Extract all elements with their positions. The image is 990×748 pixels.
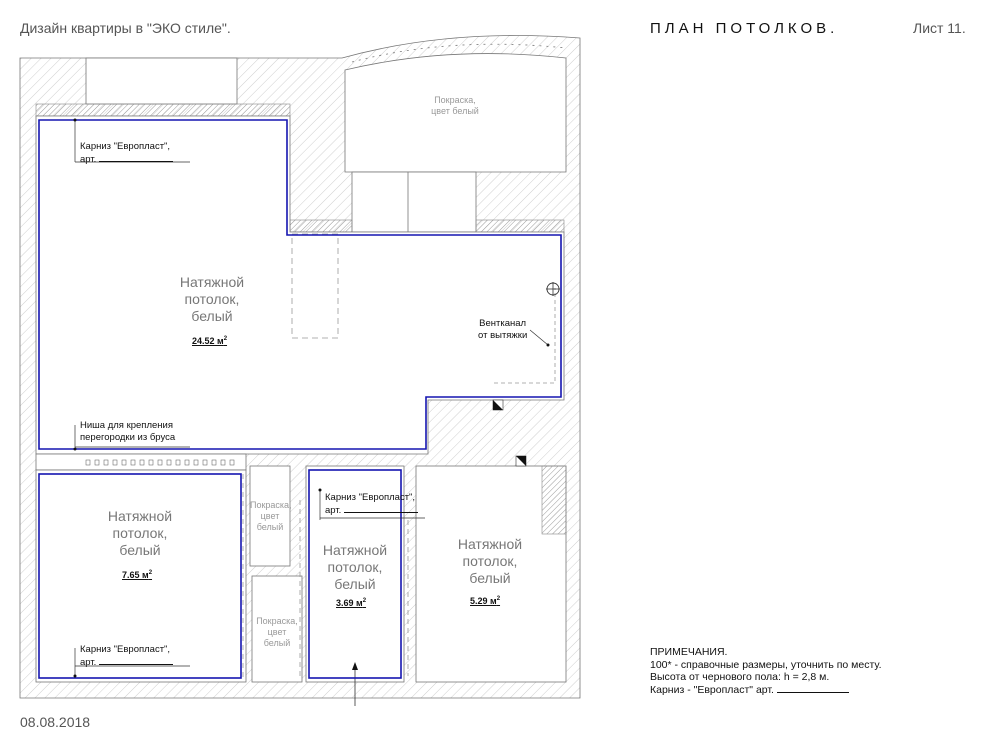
room-1-area: 24.52 $м^2$ xyxy=(192,336,228,346)
room-1-label: Натяжной потолок, белый xyxy=(179,274,245,324)
closet-bottom-paint-label: Покраска, цвет белый xyxy=(256,616,298,648)
room-4-area: 5.29 $м^2$ xyxy=(470,596,501,606)
column xyxy=(542,466,566,534)
notes-heading: ПРИМЕЧАНИЯ. xyxy=(650,646,728,658)
project-title: Дизайн квартиры в "ЭКО стиле". xyxy=(20,20,231,36)
date: 08.08.2018 xyxy=(20,714,91,730)
balcony-paint-label: Покраска, цвет белый xyxy=(431,95,479,116)
room-3-label: Натяжной потолок, белый xyxy=(322,542,388,592)
note-line: Высота от чернового пола: h = 2,8 м. xyxy=(650,671,830,683)
cornice-callout-2: Карниз "Европласт", арт. xyxy=(80,644,173,669)
room-4-label: Натяжной потолок, белый xyxy=(457,536,523,586)
note-line: Карниз - "Европласт" арт. xyxy=(650,684,882,697)
room-2-area: 7.65 $м^2$ xyxy=(122,570,153,580)
sheet-number: Лист 11. xyxy=(913,20,966,36)
room-3-area: 3.69 $м^2$ xyxy=(336,598,367,608)
niche-callout: Ниша для крепления перегородки из бруса xyxy=(80,420,176,443)
cornice-callout-1: Карниз "Европласт", арт. xyxy=(80,141,173,166)
notes-block xyxy=(650,646,882,696)
note-line: 100* - справочные размеры, уточнить по месту. xyxy=(650,658,882,671)
closet-top-paint-label: Покраска, цвет белый xyxy=(250,500,292,532)
cornice-callout-3: Карниз "Европласт", арт. xyxy=(325,492,418,517)
room-2-label: Натяжной потолок, белый xyxy=(107,508,173,558)
plan-title: ПЛАН ПОТОЛКОВ. xyxy=(650,20,839,37)
vent-callout: Вентканал от вытяжки xyxy=(478,318,528,341)
